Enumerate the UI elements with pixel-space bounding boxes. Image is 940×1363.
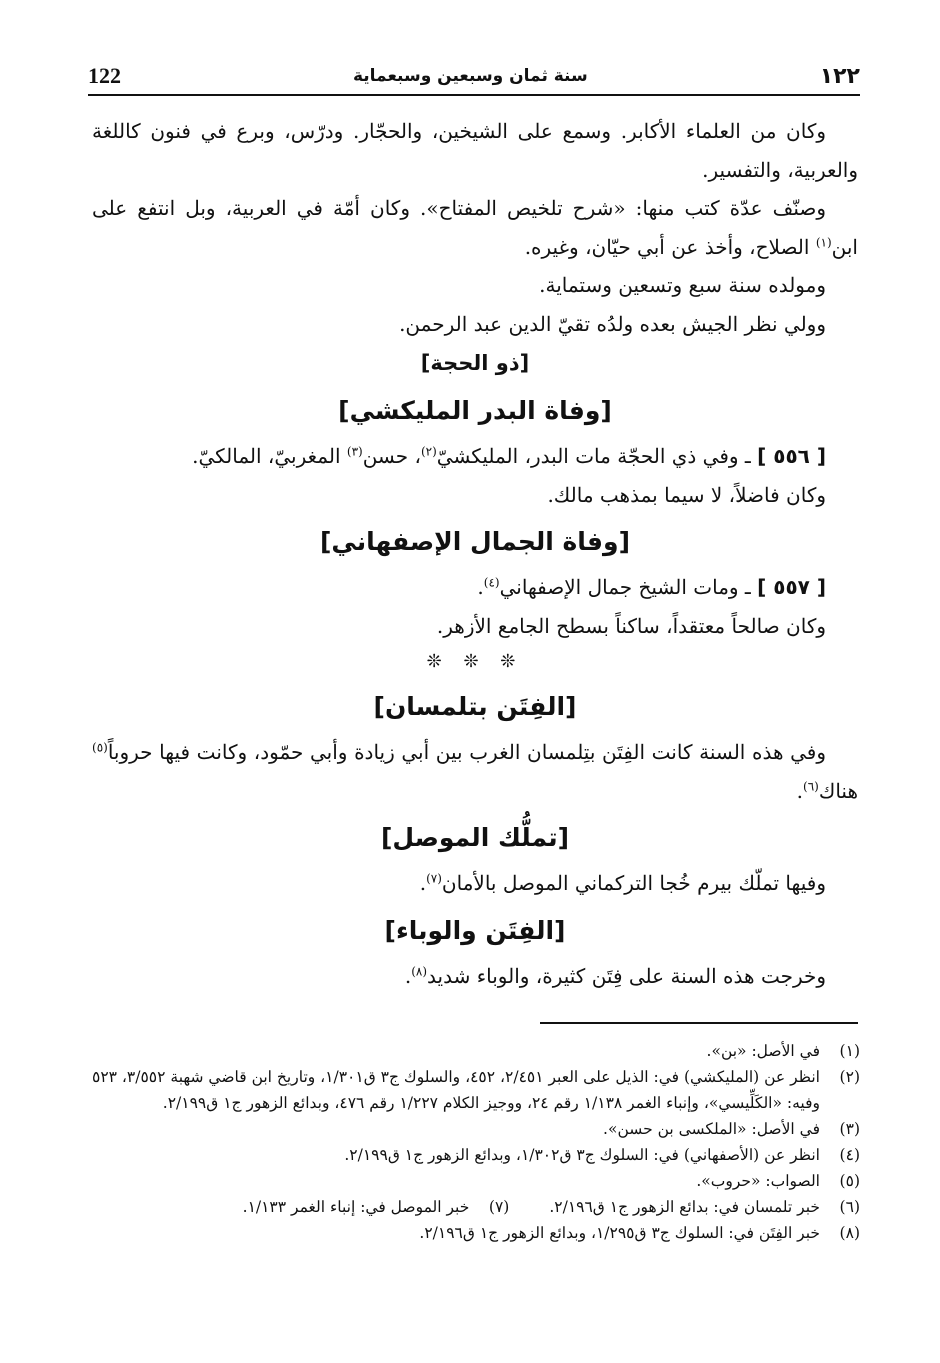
footnote-ref-4[interactable]: (٤) (483, 575, 500, 590)
section-heading-tlemcen: [الفِتَن بتلمسان] (373, 692, 577, 721)
paragraph-mosul: وفيها تملّك بيرم خُجا التركماني الموصل بالأمان$^{(٧)}$. (419, 871, 826, 895)
section-heading-plague: [الفِتَن والوباء] (384, 915, 566, 945)
footnote-ref-3[interactable]: (٣) (346, 444, 363, 459)
footnote-ref-6[interactable]: (٦) (803, 778, 819, 793)
main-text (92, 112, 858, 995)
entry-number-557: [ ٥٥٧ ] (757, 575, 826, 599)
section-heading-badr: [وفاة البدر المليكشي] (338, 396, 612, 425)
section-heading-mosul: [تملُّك الموصل] (380, 823, 570, 852)
page-header (88, 58, 860, 96)
running-title: سنة ثمان وسبعين وسبعماية (352, 66, 588, 86)
section-separator: ❊ ❊ ❊ (426, 651, 524, 672)
footnote-ref-5[interactable]: (٥) (92, 740, 108, 755)
paragraph-successor: وولي نظر الجيش بعده ولدُه تقيّ الدين عبد الرحمن. (399, 311, 826, 336)
footnote-4: (٤) انظر عن (الأصفهاني) في: السلوك ج٣ ق١/٣٠٢، وبدائع الزهور ج١ ق٢/١٩٩. (344, 1146, 860, 1164)
entry-557-note: وكان صالحاً معتقداً، ساكناً بسطح الجامع الأزهر. (436, 613, 826, 638)
footnote-ref-2[interactable]: (٢) (420, 444, 437, 459)
section-heading-jamal: [وفاة الجمال الإصفهاني] (319, 527, 631, 556)
footnote-6: (٦) خبر تلمسان في: بدائع الزهور ج١ ق٢/١٩٦. (549, 1198, 860, 1216)
page-number-arabic: ١٢٢ (819, 63, 860, 89)
paragraph-works: وصنّف عدّة كتب منها: «شرح تلخيص المفتاح». وكان أمّة في العربية، وبل انتفع على ابن$^{(١)}$ الصلاح، وأخذ عن أبي حيّان، وغيره. (92, 196, 858, 259)
footnote-ref-8[interactable]: (٨) (411, 963, 428, 978)
entry-556-note: وكان فاضلاً، لا سيما بمذهب مالك. (547, 482, 826, 507)
footnote-5: (٥) الصواب: «حروب». (696, 1172, 860, 1190)
footnote-ref-1[interactable]: (١) (815, 234, 832, 249)
footnote-row-6-7 (92, 1194, 860, 1220)
footnote-8: (٨) خبر الفِتَن في: السلوك ج٣ ق١/٢٩٥، وبدائع الزهور ج١ ق٢/١٩٦. (419, 1224, 860, 1242)
footnote-1: (١) في الأصل: «بن». (706, 1042, 860, 1060)
paragraph-plague: وخرجت هذه السنة على فِتَن كثيرة، والوباء شديد$^{(٨)}$. (404, 963, 826, 988)
month-heading: [ذو الحجة] (420, 351, 530, 375)
entry-557: [ ٥٥٧ ] ـ ومات الشيخ جمال الإصفهاني$^{(٤)}$. (477, 575, 826, 599)
footnote-7: (٧) خبر الموصل في: إنباء الغمر ١/١٣٣. (242, 1198, 510, 1216)
footnote-2: (٢) انظر عن (المليكشي) في: الذيل على العبر ٢/٤٥١، ٤٥٢، والسلوك ج٣ ق١/٣٠١، وتاريخ ابن قاضي شهبة ٣/٥٥٢، ٥٢٣ وفيه: «الكَلِّيسي»، وإنباء الغمر ١/١٣٨ رقم ٢٤، ووجيز الكلام ١/٢٢٧ رقم ٤٧٦، وبدائع الزهور ج١ ق٢/١٩٩. (92, 1068, 860, 1112)
footnote-divider (540, 1022, 858, 1024)
entry-556: [ ٥٥٦ ] ـ وفي ذي الحجّة مات البدر، المليكشيّ$^{(٢)}$، حسن$^{(٣)}$ المغربيّ، المالكيّ. (192, 444, 826, 468)
paragraph-scholar: وكان من العلماء الأكابر. وسمع على الشيخين، والحجّار. ودرّس، وبرع في فنون كاللغة والعربية، والتفسير. (92, 119, 858, 182)
footnote-3: (٣) في الأصل: «الملكسى بن حسن». (603, 1120, 860, 1138)
footnotes (92, 1038, 860, 1246)
page-number-latin: 122 (88, 63, 121, 88)
entry-number-556: [ ٥٥٦ ] (757, 444, 826, 468)
paragraph-birth: ومولده سنة سبع وتسعين وستماية. (539, 273, 826, 297)
paragraph-tlemcen: وفي هذه السنة كانت الفِتَن بتِلمسان الغرب بين أبي زيادة وأبي حمّود، وكانت فيها حروباً$^{(٥)}$ هناك$^{(٦)}$. (92, 740, 858, 803)
footnote-ref-7[interactable]: (٧) (426, 871, 442, 886)
